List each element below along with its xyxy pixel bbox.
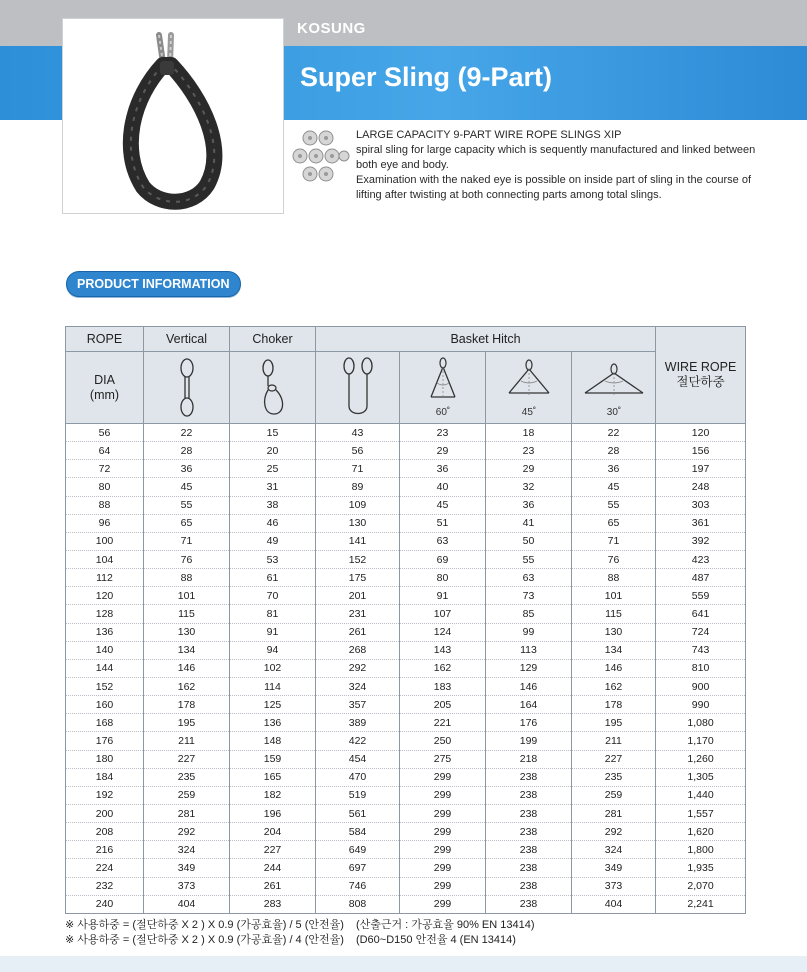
cell-basket-60: 162: [400, 659, 486, 677]
dia-label: DIA: [94, 372, 115, 387]
cell-basket-30: 178: [572, 696, 656, 714]
cell-basket-vertical: 71: [316, 460, 400, 478]
cell-basket-45: 85: [486, 605, 572, 623]
cell-basket-45: 113: [486, 641, 572, 659]
cell-breaking-load: 423: [656, 550, 746, 568]
cell-vertical: 65: [144, 514, 230, 532]
vertical-hitch-icon: [172, 356, 202, 420]
header-vertical: [144, 327, 230, 424]
basket-30-degree-icon: [579, 355, 649, 421]
cell-basket-30: 146: [572, 659, 656, 677]
cell-basket-60: 40: [400, 478, 486, 496]
cell-basket-60: 80: [400, 569, 486, 587]
product-description: [356, 128, 776, 203]
cell-basket-60: 299: [400, 768, 486, 786]
cell-basket-30: 227: [572, 750, 656, 768]
cell-rope-dia: 216: [66, 841, 144, 859]
cell-basket-vertical: 56: [316, 442, 400, 460]
cell-basket-60: 221: [400, 714, 486, 732]
cell-basket-45: 63: [486, 569, 572, 587]
cell-vertical: 76: [144, 550, 230, 568]
cell-basket-vertical: 130: [316, 514, 400, 532]
cell-vertical: 259: [144, 786, 230, 804]
cell-basket-60: 91: [400, 587, 486, 605]
cell-rope-dia: 136: [66, 623, 144, 641]
cell-basket-vertical: 89: [316, 478, 400, 496]
cell-rope-dia: 152: [66, 677, 144, 695]
cell-basket-60: 36: [400, 460, 486, 478]
cell-choker: 125: [230, 696, 316, 714]
cell-vertical: 134: [144, 641, 230, 659]
table-row: [66, 677, 746, 695]
choker-hitch-icon: [256, 356, 290, 420]
cell-breaking-load: 197: [656, 460, 746, 478]
cell-basket-30: 162: [572, 677, 656, 695]
cell-rope-dia: 64: [66, 442, 144, 460]
cell-vertical: 281: [144, 804, 230, 822]
cell-basket-30: 76: [572, 550, 656, 568]
cell-choker: 94: [230, 641, 316, 659]
cell-basket-30: 292: [572, 823, 656, 841]
cell-basket-vertical: 201: [316, 587, 400, 605]
cell-basket-45: 238: [486, 823, 572, 841]
cell-rope-dia: 140: [66, 641, 144, 659]
product-table: [65, 326, 745, 914]
cell-basket-vertical: 175: [316, 569, 400, 587]
table-row: [66, 641, 746, 659]
table-row: [66, 859, 746, 877]
cell-choker: 38: [230, 496, 316, 514]
cell-basket-30: 65: [572, 514, 656, 532]
brand-logo: KOSUNG: [297, 20, 366, 37]
cell-breaking-load: 156: [656, 442, 746, 460]
cell-breaking-load: 1,440: [656, 786, 746, 804]
cell-basket-60: 124: [400, 623, 486, 641]
product-photo: [62, 18, 284, 214]
cell-rope-dia: 200: [66, 804, 144, 822]
cell-basket-30: 55: [572, 496, 656, 514]
cell-basket-vertical: 43: [316, 424, 400, 442]
description-line: Examination with the naked eye is possible on inside part of sling in the course of lifting after twisting at both connecting parts among total slings.: [356, 174, 752, 201]
cell-basket-30: 36: [572, 460, 656, 478]
cell-breaking-load: 990: [656, 696, 746, 714]
cell-vertical: 130: [144, 623, 230, 641]
cell-basket-45: 238: [486, 859, 572, 877]
cell-rope-dia: 192: [66, 786, 144, 804]
table-row: [66, 550, 746, 568]
cell-rope-dia: 80: [66, 478, 144, 496]
cell-vertical: 28: [144, 442, 230, 460]
cell-basket-30: 211: [572, 732, 656, 750]
table-row: [66, 895, 746, 913]
header-dia: [66, 352, 144, 424]
cell-basket-45: 99: [486, 623, 572, 641]
note-source: (D60~D150 안전율 4 (EN 13414): [355, 934, 516, 946]
cell-choker: 227: [230, 841, 316, 859]
cell-vertical: 162: [144, 677, 230, 695]
cell-choker: 148: [230, 732, 316, 750]
cell-breaking-load: 361: [656, 514, 746, 532]
cell-basket-45: 238: [486, 895, 572, 913]
cell-rope-dia: 232: [66, 877, 144, 895]
cell-rope-dia: 100: [66, 532, 144, 550]
cell-basket-vertical: 389: [316, 714, 400, 732]
cell-basket-vertical: 261: [316, 623, 400, 641]
cell-basket-60: 29: [400, 442, 486, 460]
cell-basket-45: 199: [486, 732, 572, 750]
cell-choker: 70: [230, 587, 316, 605]
cell-basket-vertical: 454: [316, 750, 400, 768]
cell-choker: 102: [230, 659, 316, 677]
cell-basket-45: 218: [486, 750, 572, 768]
cell-vertical: 22: [144, 424, 230, 442]
note-line: [65, 933, 745, 948]
cell-basket-45: 129: [486, 659, 572, 677]
table-row: [66, 460, 746, 478]
breaking-load-label: 절단하중: [676, 375, 725, 389]
cell-basket-vertical: 231: [316, 605, 400, 623]
cell-basket-30: 45: [572, 478, 656, 496]
table-row: [66, 786, 746, 804]
cell-choker: 20: [230, 442, 316, 460]
cell-basket-45: 32: [486, 478, 572, 496]
cell-basket-60: 275: [400, 750, 486, 768]
cell-choker: 53: [230, 550, 316, 568]
description-line: spiral sling for large capacity which is sequently manufactured and linked between both eye and body.: [356, 144, 756, 171]
page-header: [0, 0, 807, 215]
cell-basket-30: 71: [572, 532, 656, 550]
calculation-notes: [65, 918, 745, 948]
cell-vertical: 55: [144, 496, 230, 514]
angle-45-label: 45˚: [521, 406, 536, 418]
table-row: [66, 442, 746, 460]
cell-choker: 49: [230, 532, 316, 550]
cell-breaking-load: 2,070: [656, 877, 746, 895]
cell-vertical: 227: [144, 750, 230, 768]
cell-basket-45: 29: [486, 460, 572, 478]
cell-choker: 136: [230, 714, 316, 732]
cell-rope-dia: 112: [66, 569, 144, 587]
strand-cross-section-icon: [288, 128, 350, 184]
cell-basket-30: 130: [572, 623, 656, 641]
cell-basket-60: 250: [400, 732, 486, 750]
cell-basket-vertical: 746: [316, 877, 400, 895]
cell-basket-45: 238: [486, 786, 572, 804]
cell-choker: 31: [230, 478, 316, 496]
cell-basket-45: 146: [486, 677, 572, 695]
cell-breaking-load: 1,305: [656, 768, 746, 786]
cell-basket-60: 51: [400, 514, 486, 532]
cell-basket-vertical: 324: [316, 677, 400, 695]
cell-basket-vertical: 268: [316, 641, 400, 659]
table-row: [66, 714, 746, 732]
cell-basket-30: 101: [572, 587, 656, 605]
table-row: [66, 823, 746, 841]
cell-rope-dia: 128: [66, 605, 144, 623]
cell-basket-vertical: 697: [316, 859, 400, 877]
cell-breaking-load: 2,241: [656, 895, 746, 913]
cell-basket-45: 164: [486, 696, 572, 714]
table-row: [66, 532, 746, 550]
cell-choker: 165: [230, 768, 316, 786]
cell-basket-45: 238: [486, 877, 572, 895]
cell-breaking-load: 1,620: [656, 823, 746, 841]
cell-choker: 283: [230, 895, 316, 913]
cell-vertical: 178: [144, 696, 230, 714]
cell-rope-dia: 160: [66, 696, 144, 714]
basket-30-icon-cell: [572, 352, 656, 424]
table-row: [66, 605, 746, 623]
cell-choker: 159: [230, 750, 316, 768]
cell-basket-45: 23: [486, 442, 572, 460]
cell-basket-60: 183: [400, 677, 486, 695]
cell-choker: 61: [230, 569, 316, 587]
cell-breaking-load: 487: [656, 569, 746, 587]
table-row: [66, 659, 746, 677]
cell-vertical: 71: [144, 532, 230, 550]
cell-basket-vertical: 292: [316, 659, 400, 677]
table-row: [66, 496, 746, 514]
table-row: [66, 569, 746, 587]
cell-rope-dia: 56: [66, 424, 144, 442]
cell-rope-dia: 224: [66, 859, 144, 877]
cell-basket-30: 259: [572, 786, 656, 804]
cell-basket-60: 299: [400, 859, 486, 877]
cell-basket-vertical: 141: [316, 532, 400, 550]
cell-basket-vertical: 109: [316, 496, 400, 514]
cell-basket-30: 28: [572, 442, 656, 460]
cell-breaking-load: 303: [656, 496, 746, 514]
cell-choker: 114: [230, 677, 316, 695]
cell-vertical: 373: [144, 877, 230, 895]
table-row: [66, 841, 746, 859]
cell-basket-vertical: 152: [316, 550, 400, 568]
cell-breaking-load: 1,800: [656, 841, 746, 859]
cell-basket-30: 404: [572, 895, 656, 913]
cell-vertical: 101: [144, 587, 230, 605]
cell-vertical: 349: [144, 859, 230, 877]
cell-basket-30: 324: [572, 841, 656, 859]
cell-basket-vertical: 519: [316, 786, 400, 804]
cell-vertical: 115: [144, 605, 230, 623]
cell-choker: 204: [230, 823, 316, 841]
angle-30-label: 30˚: [606, 406, 621, 418]
cell-vertical: 45: [144, 478, 230, 496]
cell-choker: 46: [230, 514, 316, 532]
page-title: Super Sling (9-Part): [300, 62, 553, 92]
note-formula: ※ 사용하중 = (절단하중 X 2 ) X 0.9 (가공효율) / 4 (안전율): [65, 934, 344, 946]
cell-basket-30: 134: [572, 641, 656, 659]
cell-rope-dia: 176: [66, 732, 144, 750]
cell-vertical: 235: [144, 768, 230, 786]
cell-breaking-load: 559: [656, 587, 746, 605]
cell-basket-30: 349: [572, 859, 656, 877]
cell-choker: 91: [230, 623, 316, 641]
cell-basket-60: 299: [400, 841, 486, 859]
table-body: [66, 424, 746, 914]
table-row: [66, 732, 746, 750]
cell-basket-vertical: 422: [316, 732, 400, 750]
cell-basket-vertical: 649: [316, 841, 400, 859]
cell-basket-60: 205: [400, 696, 486, 714]
table-row: [66, 877, 746, 895]
cell-basket-45: 55: [486, 550, 572, 568]
description-line: LARGE CAPACITY 9-PART WIRE ROPE SLINGS XIP: [356, 129, 622, 141]
table-row: [66, 514, 746, 532]
cell-basket-30: 88: [572, 569, 656, 587]
cell-rope-dia: 72: [66, 460, 144, 478]
cell-breaking-load: 810: [656, 659, 746, 677]
cell-choker: 25: [230, 460, 316, 478]
wire-rope-label: WIRE ROPE: [664, 360, 737, 374]
table-row: [66, 623, 746, 641]
cell-rope-dia: 120: [66, 587, 144, 605]
cell-vertical: 324: [144, 841, 230, 859]
cell-breaking-load: 1,260: [656, 750, 746, 768]
basket-60-icon-cell: [400, 352, 486, 424]
header-basket-hitch: Basket Hitch: [316, 327, 656, 352]
cell-breaking-load: 392: [656, 532, 746, 550]
basket-vertical-icon: [338, 356, 378, 420]
cell-vertical: 404: [144, 895, 230, 913]
cell-choker: 182: [230, 786, 316, 804]
cell-rope-dia: 144: [66, 659, 144, 677]
basket-60-degree-icon: [413, 355, 473, 421]
cell-breaking-load: 1,080: [656, 714, 746, 732]
cell-breaking-load: 900: [656, 677, 746, 695]
cell-breaking-load: 1,170: [656, 732, 746, 750]
cell-basket-30: 22: [572, 424, 656, 442]
basket-45-degree-icon: [497, 355, 561, 421]
angle-60-label: 60˚: [435, 406, 450, 418]
cell-basket-45: 176: [486, 714, 572, 732]
cell-rope-dia: 184: [66, 768, 144, 786]
note-formula: ※ 사용하중 = (절단하중 X 2 ) X 0.9 (가공효율) / 5 (안전율): [65, 919, 344, 931]
cell-basket-45: 73: [486, 587, 572, 605]
table-row: [66, 750, 746, 768]
cell-basket-60: 23: [400, 424, 486, 442]
footer-band: [0, 956, 807, 972]
cell-choker: 244: [230, 859, 316, 877]
cell-basket-60: 299: [400, 877, 486, 895]
cell-choker: 261: [230, 877, 316, 895]
cell-basket-60: 143: [400, 641, 486, 659]
table-row: [66, 478, 746, 496]
basket-45-icon-cell: [486, 352, 572, 424]
cell-basket-vertical: 561: [316, 804, 400, 822]
cell-basket-45: 41: [486, 514, 572, 532]
cell-basket-vertical: 584: [316, 823, 400, 841]
table-row: [66, 424, 746, 442]
cell-basket-30: 195: [572, 714, 656, 732]
header-vertical-label: Vertical: [143, 327, 230, 352]
cell-basket-45: 50: [486, 532, 572, 550]
table-row: [66, 587, 746, 605]
cell-basket-30: 281: [572, 804, 656, 822]
cell-basket-30: 373: [572, 877, 656, 895]
dia-unit: (mm): [89, 387, 120, 402]
wire-rope-sling-photo-icon: [63, 19, 285, 215]
note-line: [65, 918, 745, 933]
cell-basket-30: 235: [572, 768, 656, 786]
cell-basket-45: 238: [486, 804, 572, 822]
section-label-product-information: PRODUCT INFORMATION: [66, 271, 241, 297]
header-wire-rope-breaking-load: [656, 327, 746, 424]
cell-rope-dia: 168: [66, 714, 144, 732]
note-source: (산출근거 : 가공효율 90% EN 13414): [355, 919, 535, 931]
cell-rope-dia: 96: [66, 514, 144, 532]
cell-choker: 81: [230, 605, 316, 623]
cell-basket-60: 107: [400, 605, 486, 623]
cell-basket-60: 299: [400, 895, 486, 913]
cell-breaking-load: 641: [656, 605, 746, 623]
cell-basket-vertical: 357: [316, 696, 400, 714]
cell-breaking-load: 1,557: [656, 804, 746, 822]
header-rope: ROPE: [66, 327, 144, 352]
table-row: [66, 768, 746, 786]
cell-breaking-load: 120: [656, 424, 746, 442]
cell-vertical: 36: [144, 460, 230, 478]
cell-vertical: 146: [144, 659, 230, 677]
cell-breaking-load: 248: [656, 478, 746, 496]
cell-basket-60: 299: [400, 823, 486, 841]
table-row: [66, 804, 746, 822]
cell-rope-dia: 104: [66, 550, 144, 568]
cell-basket-vertical: 808: [316, 895, 400, 913]
cell-vertical: 211: [144, 732, 230, 750]
cell-basket-45: 36: [486, 496, 572, 514]
cell-basket-45: 238: [486, 841, 572, 859]
cell-rope-dia: 240: [66, 895, 144, 913]
cell-basket-45: 18: [486, 424, 572, 442]
cell-basket-60: 69: [400, 550, 486, 568]
cell-vertical: 292: [144, 823, 230, 841]
cell-vertical: 195: [144, 714, 230, 732]
cell-breaking-load: 724: [656, 623, 746, 641]
cell-basket-30: 115: [572, 605, 656, 623]
cell-rope-dia: 88: [66, 496, 144, 514]
cell-choker: 15: [230, 424, 316, 442]
cell-vertical: 88: [144, 569, 230, 587]
basket-vertical-icon-cell: [316, 352, 400, 424]
cell-rope-dia: 208: [66, 823, 144, 841]
cell-basket-60: 299: [400, 786, 486, 804]
cell-basket-vertical: 470: [316, 768, 400, 786]
cell-basket-45: 238: [486, 768, 572, 786]
cell-basket-60: 299: [400, 804, 486, 822]
cell-choker: 196: [230, 804, 316, 822]
header-choker-label: Choker: [229, 327, 316, 352]
cell-basket-60: 63: [400, 532, 486, 550]
cell-breaking-load: 1,935: [656, 859, 746, 877]
cell-basket-60: 45: [400, 496, 486, 514]
header-choker: [230, 327, 316, 424]
table-row: [66, 696, 746, 714]
cell-rope-dia: 180: [66, 750, 144, 768]
cell-breaking-load: 743: [656, 641, 746, 659]
